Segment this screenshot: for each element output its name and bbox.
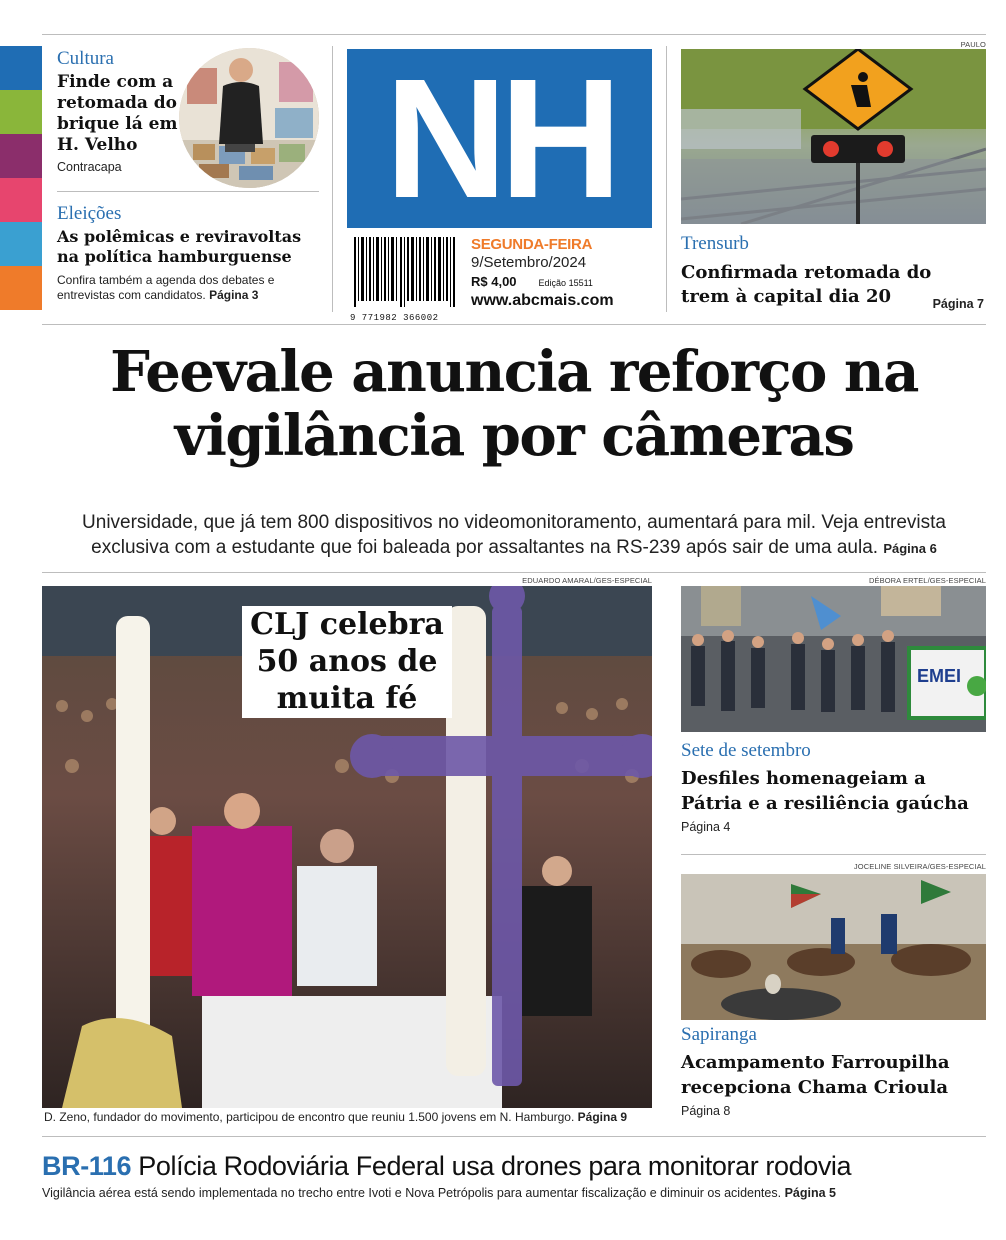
br116-note-text: Vigilância aérea está sendo implementada no trecho entre Ivoti e Nova Petrópolis para aumentar fiscalização e diminuir os acidentes. [42, 1186, 782, 1200]
br116-tag: BR-116 [42, 1151, 132, 1181]
sapiranga-label: Sapiranga [681, 1024, 757, 1045]
cultura-divider [57, 191, 319, 192]
trensurb-teaser[interactable] [681, 233, 986, 309]
barcode-number: 9 771982 366002 [350, 313, 439, 323]
desfiles-photo [681, 586, 986, 732]
br116-ref: Página 5 [784, 1186, 836, 1200]
clj-overlay-line: CLJ celebra [250, 607, 444, 642]
eleicoes-note-text: Confira também a agenda dos debates e entrevistas com candidatos. [57, 273, 275, 302]
issue-price: R$ 4,00 [471, 274, 517, 289]
railway-sign-illustration [681, 49, 986, 224]
main-deck [42, 510, 986, 561]
chama-crioula-illustration [681, 874, 986, 1020]
issue-edition: Edição 15511 [538, 278, 593, 288]
sapiranga-headline[interactable]: Acampamento Farroupilha recepciona Chama Crioula [681, 1052, 950, 1098]
clj-overlay-line: 50 anos de [256, 644, 438, 679]
issue-info [471, 236, 651, 310]
barcode [350, 237, 460, 323]
sapiranga-ref: Página 8 [681, 1104, 731, 1118]
barcode-bars [350, 237, 460, 307]
color-strip-block [0, 178, 42, 222]
header-bottom-rule [42, 324, 986, 325]
sapiranga-photo-credit: JOCELINE SILVEIRA/GES-ESPECIAL [853, 862, 986, 871]
cultura-headline[interactable]: Finde com a retomada do brique lá em H. Velho [57, 72, 178, 155]
color-strip-block [0, 134, 42, 178]
main-bottom-rule [42, 572, 986, 573]
main-ref: Página 6 [883, 541, 937, 556]
bottom-rule [42, 1136, 986, 1137]
color-strip-block [0, 90, 42, 134]
color-strip-block [0, 46, 42, 90]
trensurb-photo-credit: PAULO [960, 40, 986, 49]
trensurb-headline[interactable]: Confirmada retomada do trem à capital dia 20 [681, 262, 932, 307]
desfiles-teaser[interactable] [681, 740, 986, 834]
clj-photo-credit: EDUARDO AMARAL/GES-ESPECIAL [522, 576, 652, 585]
eleicoes-note [57, 273, 325, 303]
clj-overlay-line: muita fé [276, 681, 418, 716]
cultura-label: Cultura [57, 48, 114, 69]
desfiles-ref: Página 4 [681, 820, 731, 834]
column-divider [666, 46, 667, 312]
column-divider [332, 46, 333, 312]
desfiles-divider [681, 854, 986, 855]
color-strip [0, 46, 42, 310]
cultura-ref: Contracapa [57, 160, 122, 174]
desfiles-headline[interactable]: Desfiles homenageiam a Pátria e a resiliência gaúcha [681, 768, 969, 814]
color-strip-block [0, 266, 42, 310]
clj-caption-text: D. Zeno, fundador do movimento, participou de encontro que reuniu 1.500 jovens em N. Hamburgo. [44, 1110, 575, 1124]
sapiranga-teaser[interactable] [681, 1024, 986, 1118]
eleicoes-label: Eleições [57, 203, 122, 224]
desfiles-photo-credit: DÉBORA ERTEL/GES-ESPECIAL [869, 576, 986, 585]
parade-illustration [681, 586, 986, 732]
clj-overlay-title [242, 606, 452, 717]
top-rule [42, 34, 986, 35]
logo-text: NH [384, 43, 615, 234]
brique-photo-illustration [179, 48, 319, 188]
parade-banner-text: EMEI [917, 666, 962, 686]
masthead-logo[interactable] [347, 43, 652, 234]
trensurb-label: Trensurb [681, 233, 749, 254]
sapiranga-photo [681, 874, 986, 1020]
color-strip-block [0, 222, 42, 266]
br116-note [42, 1186, 986, 1200]
eleicoes-ref: Página 3 [209, 288, 259, 302]
issue-site[interactable]: www.abcmais.com [471, 292, 614, 309]
main-deck-text: Universidade, que já tem 800 dispositivos no videomonitoramento, aumentará para mil. Veja entrevista exclusiva com a estudante que foi baleada por assaltantes na RS-239 após sair de uma aula. [82, 512, 946, 558]
eleicoes-headline[interactable]: As polêmicas e reviravoltas na política hamburguense [57, 227, 302, 266]
issue-weekday: SEGUNDA-FEIRA [471, 236, 593, 253]
trensurb-photo [681, 49, 986, 224]
desfiles-label: Sete de setembro [681, 740, 811, 761]
issue-date: 9/Setembro/2024 [471, 254, 587, 271]
clj-photo [42, 586, 652, 1108]
eleicoes-teaser[interactable] [57, 203, 325, 303]
clj-ref: Página 9 [577, 1110, 628, 1124]
trensurb-ref: Página 7 [932, 297, 984, 311]
main-headline[interactable]: Feevale anuncia reforço na vigilância por câmeras [110, 339, 918, 469]
cultura-photo [179, 48, 319, 188]
br116-headline[interactable]: Polícia Rodoviária Federal usa drones para monitorar rodovia [138, 1151, 852, 1181]
br116-headline-row[interactable] [42, 1148, 986, 1184]
clj-caption [44, 1110, 654, 1124]
cultura-teaser[interactable] [57, 48, 329, 188]
